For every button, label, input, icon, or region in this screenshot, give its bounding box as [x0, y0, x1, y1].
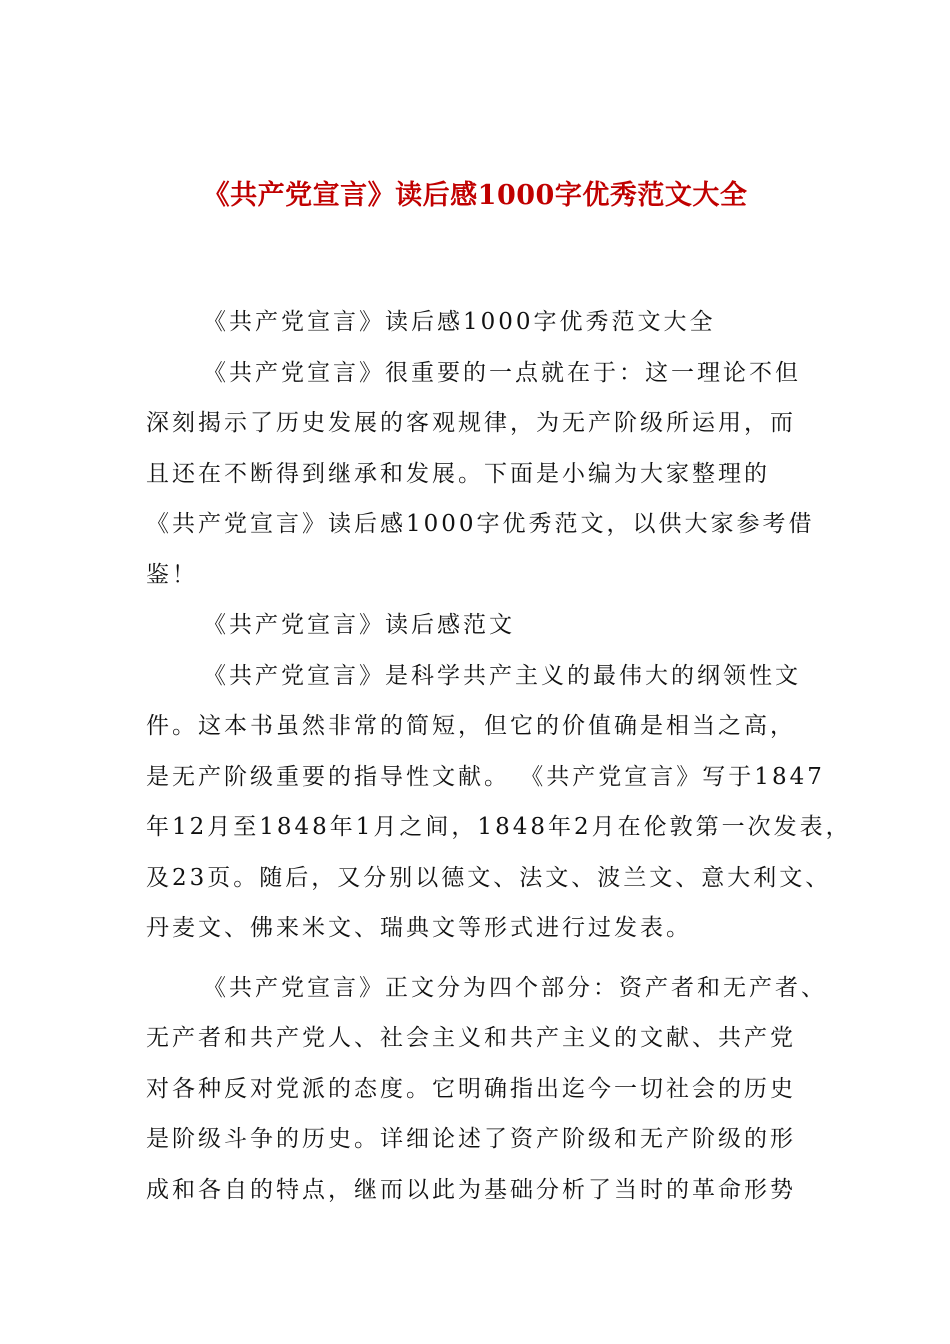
- paragraph-line: 鉴！: [146, 561, 198, 588]
- paragraph-line: 《共产党宣言》正文分为四个部分：资产者和无产者、: [203, 974, 827, 1001]
- paragraph-line: 《共产党宣言》读后感1000字优秀范文，以供大家参考借: [146, 511, 815, 537]
- paragraph-line: 且还在不断得到继承和发展。下面是小编为大家整理的: [146, 460, 770, 487]
- paragraph-line: 无产者和共产党人、社会主义和共产主义的文献、共产党: [146, 1025, 796, 1051]
- paragraph-line: 是无产阶级重要的指导性文献。 《共产党宣言》写于1847: [146, 763, 825, 790]
- paragraph-line: 对各种反对党派的态度。它明确指出迄今一切社会的历史: [146, 1075, 796, 1102]
- paragraph-line: 及23页。随后，又分别以德文、法文、波兰文、意大利文、: [146, 864, 832, 891]
- paragraph-line: 是阶级斗争的历史。详细论述了资产阶级和无产阶级的形: [146, 1126, 796, 1152]
- paragraph-gap: [146, 957, 818, 966]
- paragraph-line: 《共产党宣言》是科学共产主义的最伟大的纲领性文: [203, 662, 801, 689]
- document-body: [146, 300, 852, 1218]
- paragraph-heading-line: 《共产党宣言》读后感1000字优秀范文大全: [203, 309, 716, 335]
- paragraph-line: 成和各自的特点，继而以此为基础分析了当时的革命形势: [146, 1176, 796, 1203]
- paragraph-line: 《共产党宣言》很重要的一点就在于：这一理论不但: [203, 359, 801, 386]
- paragraph-line: 件。这本书虽然非常的简短，但它的价值确是相当之高，: [146, 713, 796, 739]
- paragraph-line: 丹麦文、佛来米文、瑞典文等形式进行过发表。: [146, 915, 692, 941]
- paragraph-line: 年12月至1848年1月之间，1848年2月在伦敦第一次发表，: [146, 814, 852, 840]
- paragraph-line: 深刻揭示了历史发展的客观规律，为无产阶级所运用，而: [146, 410, 796, 436]
- section-heading-line: 《共产党宣言》读后感范文: [203, 612, 515, 638]
- document-title: 《共产党宣言》读后感1000字优秀范文大全: [202, 180, 748, 211]
